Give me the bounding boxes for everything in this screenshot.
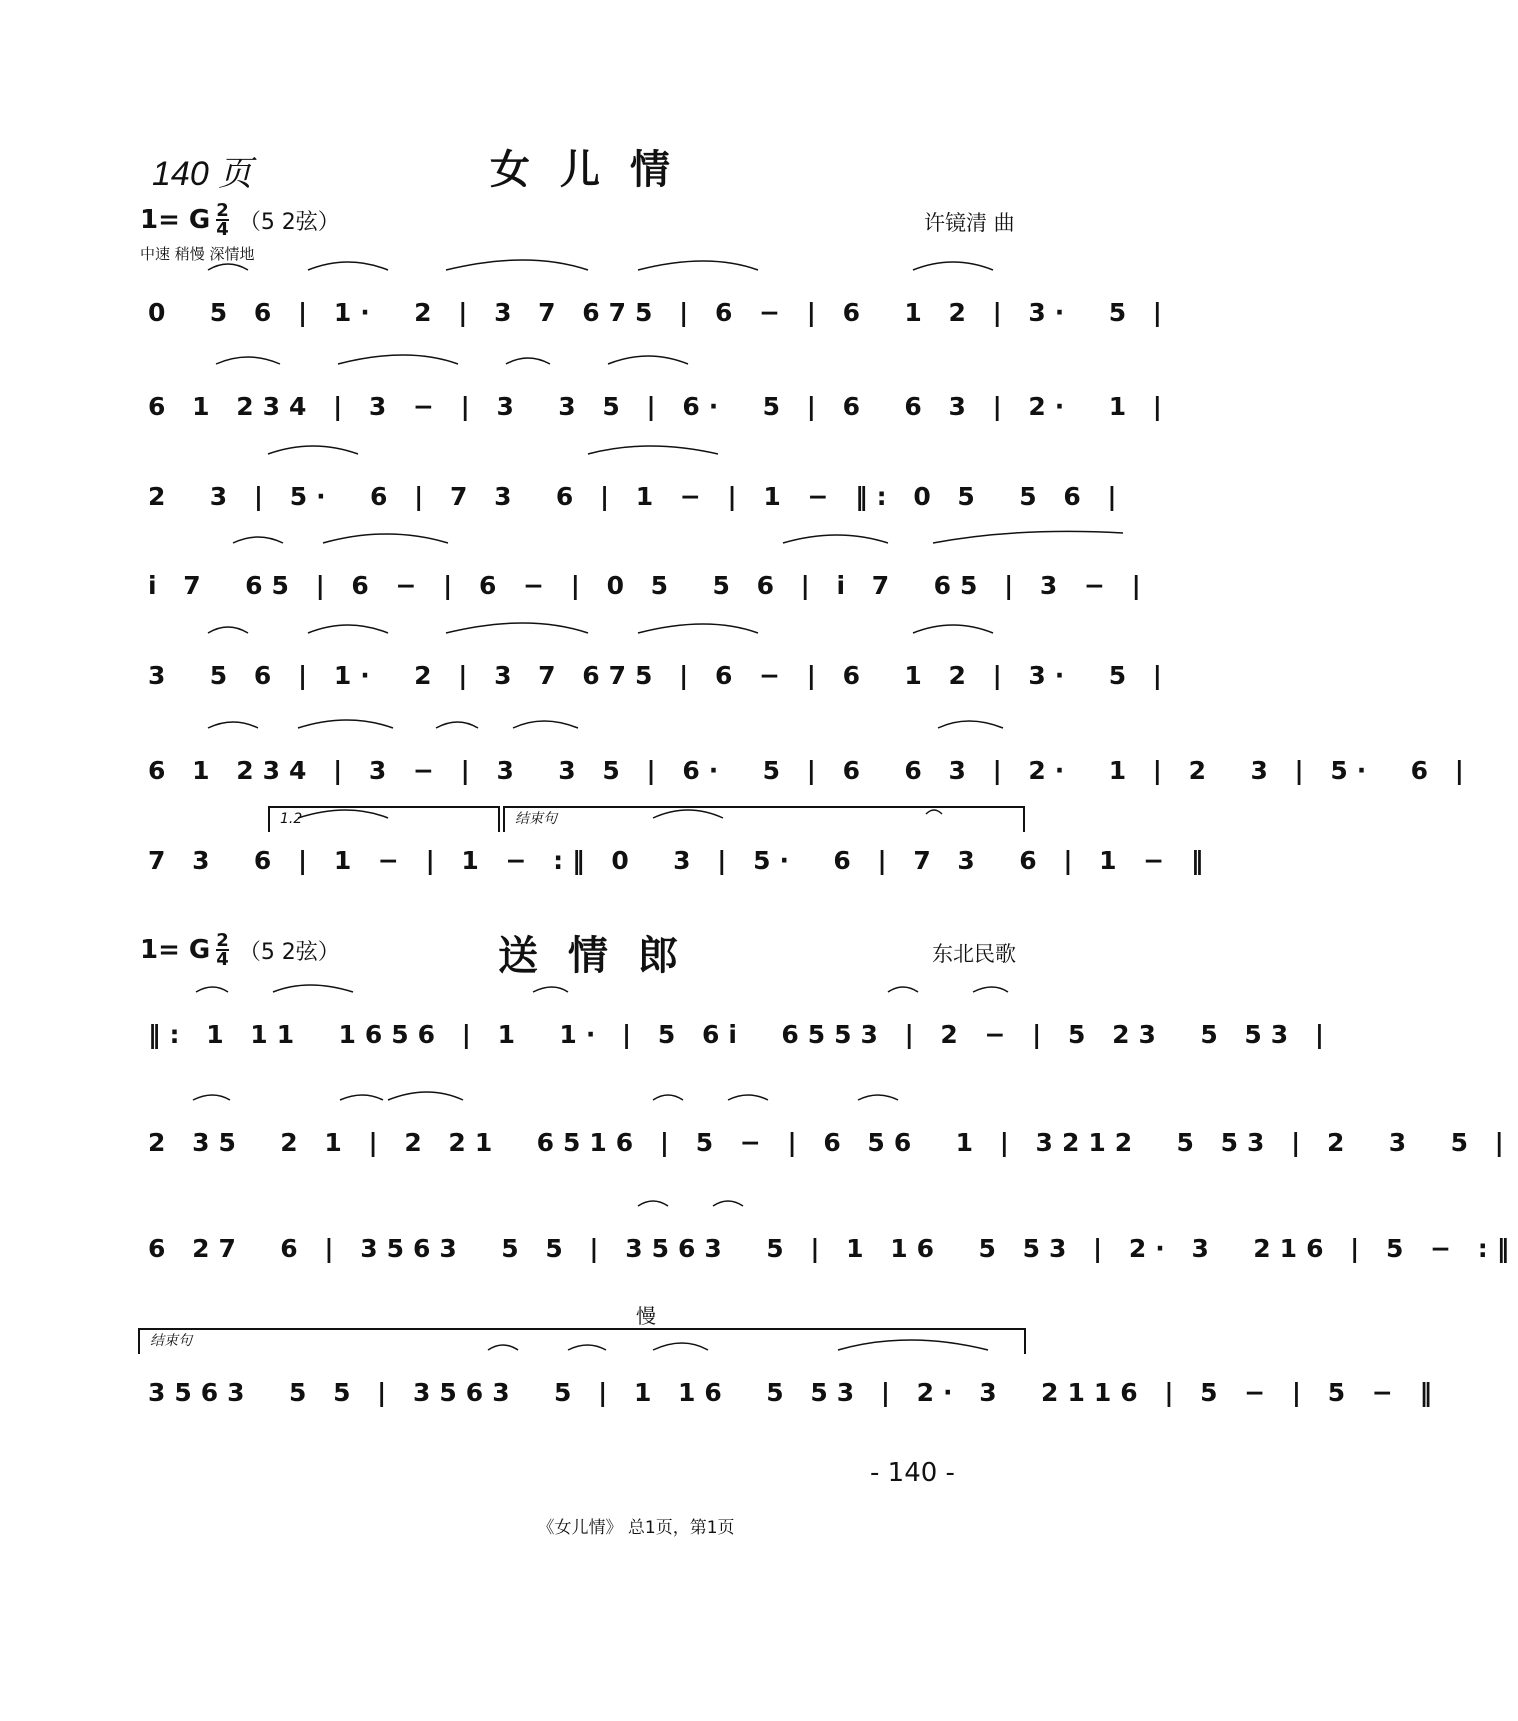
song2-staff-line-3: [148, 1228, 1518, 1268]
song2-composer: 东北民歌: [932, 942, 1016, 966]
key-signature: [140, 202, 340, 238]
page-footer: 《女儿情》 总1页，第1页: [537, 1518, 735, 1538]
staff-line-5: [148, 655, 1171, 695]
string-tuning: （5 2弦）: [238, 939, 340, 965]
notation: 6 1 234 | 3 − | 3 3 5 | 6· 5 | 6 6 3 | 2· 1 |: [148, 391, 1171, 421]
song2-staff-line-2: [148, 1122, 1513, 1162]
song-title: 女儿情: [490, 146, 700, 193]
notation: 2 3 | 5· 6 | 7 3 6 | 1 − | 1 − ‖: 0 5 5 6 |: [148, 481, 1126, 511]
page-label: 140 页: [152, 155, 253, 193]
notation: 3 5 6 | 1· 2 | 3 7 675 | 6 − | 6 1 2 | 3· 5 |: [148, 660, 1171, 690]
ending-label: 结束句: [515, 811, 557, 827]
notation: 0 5 6 | 1· 2 | 3 7 675 | 6 − | 6 1 2 | 3· 5 |: [148, 297, 1171, 327]
meter-top: 2: [216, 200, 229, 221]
notation: i 7 65 | 6 − | 6 − | 0 5 5 6 | i 7 65 | 3 − |: [148, 570, 1150, 600]
song2-title: 送情郎: [498, 932, 708, 979]
key-label: 1= G: [140, 205, 211, 235]
staff-line-6: [148, 750, 1473, 790]
song2-ending-line: [148, 1372, 1442, 1412]
staff-line-3: [148, 476, 1130, 516]
ending-phrase-bracket: [503, 806, 1025, 832]
notation: 3563 5 5 | 3563 5 | 1 16 5 53 | 2· 3 2116 | 5 − | 5 − ‖: [148, 1377, 1442, 1407]
staff-line-7: [148, 840, 1213, 880]
tempo-slow-mark: 慢: [636, 1304, 656, 1328]
tempo-marking: 中速 稍慢 深情地: [140, 245, 255, 263]
notation: ‖: 1 11 1656 | 1 1· | 5 6i 6553 | 2 − | 5 23 5 53 |: [148, 1019, 1334, 1049]
page-number: - 140 -: [870, 1458, 955, 1488]
song2-ending-bracket: [138, 1328, 1026, 1354]
volta-label: 1.2: [280, 811, 303, 827]
first-ending-bracket: [268, 806, 500, 832]
staff-line-1: [148, 292, 1171, 332]
time-signature: [216, 202, 229, 238]
notation: 2 35 2 1 | 2 21 6516 | 5 − | 6 56 1 | 3212 5 53 | 2 3 5 |: [148, 1127, 1513, 1157]
meter-bottom: 4: [216, 949, 229, 970]
composer: 许镜清 曲: [924, 211, 1015, 235]
notation: 7 3 6 | 1 − | 1 − :‖ 0 3 | 5· 6 | 7 3 6 | 1 − ‖: [148, 845, 1213, 875]
song2-staff-line-1: [148, 1014, 1334, 1054]
notation: 6 1 234 | 3 − | 3 3 5 | 6· 5 | 6 6 3 | 2· 1 | 2 3 | 5· 6 |: [148, 755, 1473, 785]
time-signature: [216, 932, 229, 968]
meter-top: 2: [216, 930, 229, 951]
staff-line-2: [148, 386, 1171, 426]
notation: 6 27 6 | 3563 5 5 | 3563 5 | 1 16 5 53 | 2· 3 216 | 5 − :‖: [148, 1233, 1518, 1263]
string-tuning: （5 2弦）: [238, 209, 340, 235]
key-label: 1= G: [140, 935, 211, 965]
staff-line-4: [148, 565, 1150, 605]
ending-label: 结束句: [150, 1333, 192, 1349]
meter-bottom: 4: [216, 219, 229, 240]
song2-key-signature: [140, 932, 340, 968]
